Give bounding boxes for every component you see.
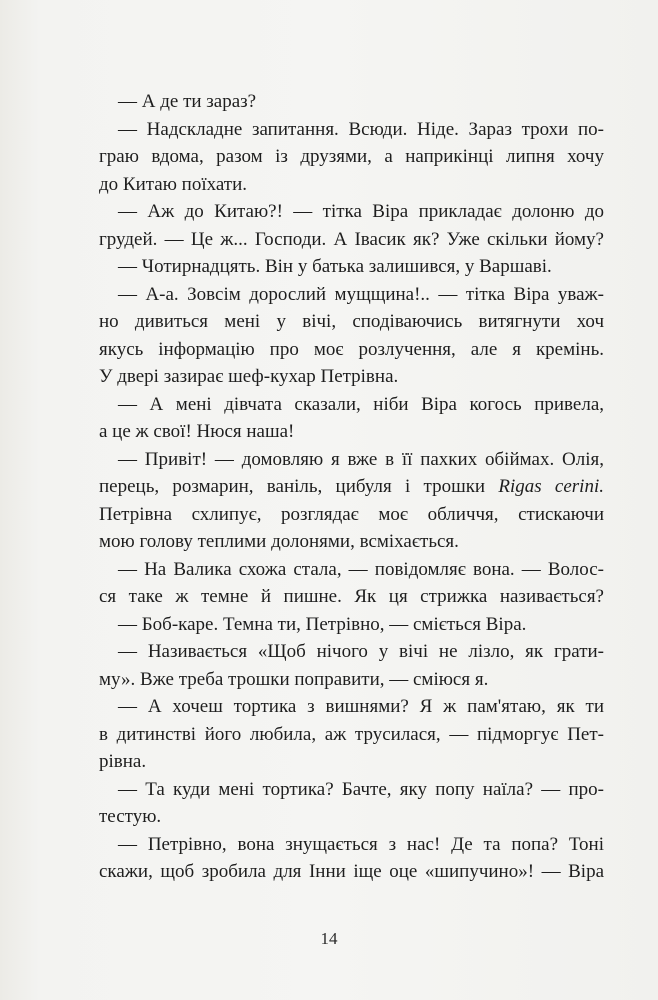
text-line — [99, 666, 604, 694]
text-line — [99, 693, 604, 721]
text-line-content: — Привіт! — домовляю я вже в її пахких обіймах. Олія, — [118, 448, 604, 470]
text-line — [99, 446, 604, 474]
text-line-content: — Петрівно, вона знущається з нас! Де та попа? Тоні — [118, 833, 604, 855]
text-line — [99, 143, 604, 171]
text-line — [99, 253, 604, 281]
text-line-content: скажи, щоб зробила для Інни іще оце «шипучино»! — Віра — [99, 861, 604, 882]
text-line — [99, 501, 604, 529]
text-line — [99, 88, 604, 116]
text-line-content: Петрівна схлипує, розглядає моє обличчя, стискаючи — [99, 503, 604, 525]
text-line-content: тестую. — [99, 806, 162, 827]
text-line-content: У двері зазирає шеф-кухар Петрівна. — [99, 366, 399, 387]
text-line-content: граю вдома, разом із друзями, а наприкінці липня хочу — [99, 146, 604, 167]
text-line-content: — Боб-каре. Темна ти, Петрівно, — сміється Віра. — [118, 613, 527, 635]
text-line-content: — А-а. Зовсім дорослий мущщина!.. — тітка Віра уваж- — [118, 283, 604, 305]
text-line — [99, 583, 604, 611]
text-line — [99, 308, 604, 336]
text-line-content: — Надскладне запитання. Всюди. Ніде. Зараз трохи по- — [118, 118, 604, 140]
text-line-content: — На Валика схожа стала, — повідомляє вона. — Волос- — [118, 558, 604, 580]
text-line — [99, 721, 604, 749]
text-line — [99, 638, 604, 666]
text-line — [99, 171, 604, 199]
text-line-content: — Та куди мені тортика? Бачте, яку попу наїла? — про- — [118, 778, 604, 800]
text-line — [99, 418, 604, 446]
text-line-content: — А де ти зараз? — [118, 91, 257, 112]
text-line-content: в дитинстві його любила, аж трусилася, — підморгує Пет- — [99, 723, 604, 745]
text-line — [99, 473, 604, 501]
text-line — [99, 226, 604, 254]
text-line — [99, 281, 604, 309]
text-line — [99, 748, 604, 776]
text-line — [99, 858, 604, 886]
text-line-content: — А мені дівчата сказали, ніби Віра когось привела, — [118, 393, 604, 415]
text-line — [99, 803, 604, 831]
text-line — [99, 831, 604, 859]
body-text — [99, 88, 604, 886]
page-number: 14 — [320, 929, 338, 948]
text-line-content: якусь інформацію про моє розлучення, але я кремінь. — [99, 338, 604, 360]
text-line — [99, 363, 604, 391]
text-line — [99, 776, 604, 804]
text-line — [99, 336, 604, 364]
text-line-content: — А хочеш тортика з вишнями? Я ж пам'ятаю, як ти — [118, 696, 604, 717]
text-line-content: а це ж свої! Нюся наша! — [99, 421, 295, 442]
text-line-content: — Називається «Щоб нічого у вічі не лізло, як грати- — [118, 641, 604, 662]
text-line-content: но дивиться мені у вічі, сподіваючись витягнути хоч — [99, 311, 604, 332]
text-line-content: мою голову теплими долонями, всміхається. — [99, 531, 459, 552]
text-line-content: му». Вже треба трошки поправити, — сміюся я. — [99, 668, 489, 690]
text-line-content: перець, розмарин, ваніль, цибуля і трошки — [99, 476, 499, 497]
text-line-content: до Китаю поїхати. — [99, 173, 248, 195]
text-line-content: грудей. — Це ж... Господи. А Івасик як? Уже скільки йому? — [99, 228, 604, 250]
italic-phrase: Rigas cerini. — [498, 476, 604, 497]
text-line — [99, 198, 604, 226]
text-line — [99, 116, 604, 144]
text-line — [99, 556, 604, 584]
text-line-content: ся таке ж темне й пишне. Як ця стрижка називається? — [99, 586, 604, 607]
text-line — [99, 391, 604, 419]
text-line-content: рівна. — [99, 751, 147, 772]
text-line — [99, 611, 604, 639]
text-line — [99, 528, 604, 556]
text-line-content: — Аж до Китаю?! — тітка Віра прикладає долоню до — [118, 201, 604, 222]
text-line-content: — Чотирнадцять. Він у батька залишився, у Варшаві. — [118, 256, 552, 277]
